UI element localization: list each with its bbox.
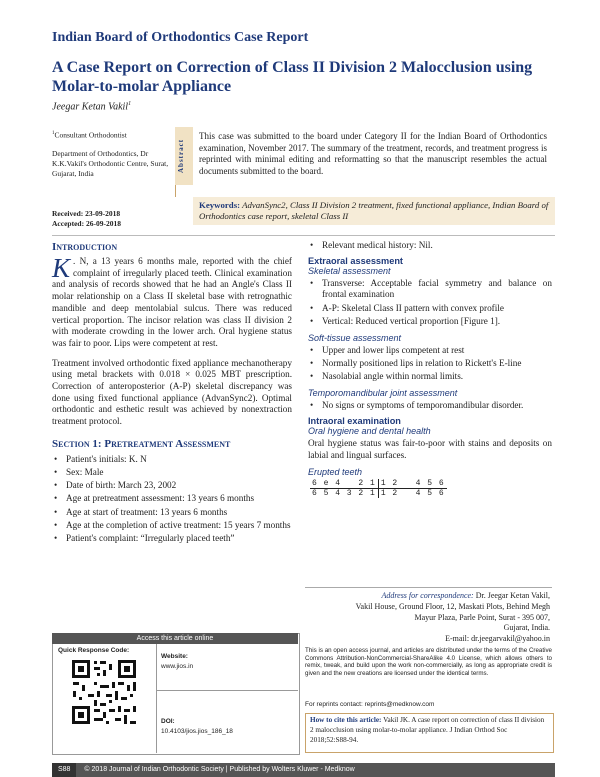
- access-divider: [156, 690, 298, 691]
- received-date: Received: 23-09-2018: [52, 209, 121, 218]
- list-item: • A-P: Skeletal Class II pattern with convex profile: [322, 303, 552, 315]
- list-item: • Nasolabial angle within normal limits.: [322, 371, 552, 383]
- section1-list: [52, 454, 292, 545]
- section1-heading: Section 1: Pretreatment Assessment: [52, 437, 231, 450]
- article-title: A Case Report on Correction of Class II Division 2 Malocclusion using Molar-to-molar Appliance: [52, 59, 533, 95]
- dates-block: [52, 209, 121, 229]
- keywords-label: Keywords:: [199, 200, 241, 210]
- correspondence: Address for correspondence: Dr. Jeegar Ketan Vakil, Vakil House, Ground Floor, 12, Maskati Plots, Behind Megh Mayur Plaza, Parle Point, Surat - 395 007, Gujarat, India. E-mail: dr.jeegarvakil@yahoo.in: [305, 591, 550, 645]
- skeletal-list: [308, 278, 552, 328]
- citation-label: How to cite this article:: [310, 716, 382, 724]
- teeth-upper-right: 1 2 4 5 6: [378, 479, 446, 489]
- skeletal-heading: Skeletal assessment: [308, 265, 391, 276]
- list-item: • Patient's complaint: “Irregularly placed teeth”: [66, 533, 292, 545]
- intro-heading: Introduction: [52, 241, 118, 253]
- access-header: Access this article online: [52, 633, 298, 644]
- history-list: [308, 240, 552, 252]
- footer-text: © 2018 Journal of Indian Orthodontic Society | Published by Wolters Kluwer - Medknow: [84, 766, 355, 773]
- abstract-text: This case was submitted to the board under Category II for the Indian Board of Orthodontics examination, November 2017. The summary of the treatment, records, and treatment progress is reprinted with minimal editing and reformatting so that the manuscript resembles the actual documents submitted to the board.: [199, 131, 547, 176]
- page-number: S88: [52, 763, 76, 777]
- doi-link[interactable]: 10.4103/jios.jios_186_18: [161, 728, 233, 735]
- journal-header: Indian Board of Orthodontics Case Report: [52, 30, 309, 45]
- access-divider: [156, 644, 157, 753]
- list-item: • Age at pretreatment assessment: 13 years 6 months: [66, 493, 292, 505]
- list-item: • Age at the completion of active treatment: 15 years 7 months: [66, 520, 292, 532]
- footer-bar: [52, 763, 555, 777]
- teeth-lower-right: 1 2 4 5 6: [380, 488, 445, 498]
- author-name: Jeegar Ketan Vakil: [52, 101, 129, 113]
- dropcap: K: [52, 253, 71, 283]
- affiliation-1: $^1$Consultant Orthodontist: [52, 130, 127, 140]
- citation-text: Vakil JK. A case report on correction of class II division 2 malocclusion using molar-to-molar appliance. J Indian Orthod Soc 2018;52:S88-94.: [310, 716, 545, 745]
- tmj-list: [308, 400, 552, 412]
- license-text: This is an open access journal, and articles are distributed under the terms of the Creative Commons Attribution-NonCommercial-ShareAlike 4.0 License, which allows others to remix, tweak, and build upon the work non-commercially, as long as appropriate credit is given and the new creations are licensed under the identical terms.: [305, 647, 552, 677]
- divider: [52, 235, 555, 236]
- teeth-lower-left: 6 5 4 3 2 1: [310, 488, 378, 498]
- list-item: • Patient's initials: K. N: [66, 454, 292, 466]
- left-column: [52, 241, 292, 546]
- qr-label: Quick Response Code:: [58, 647, 130, 654]
- list-item: • Sex: Male: [66, 467, 292, 479]
- tmj-heading: Temporomandibular joint assessment: [308, 387, 458, 398]
- list-item: • Age at start of treatment: 13 years 6 months: [66, 507, 292, 519]
- qr-code-icon[interactable]: [70, 658, 138, 726]
- abstract-label: Abstract: [177, 138, 185, 174]
- intraoral-heading: Intraoral examination: [308, 416, 401, 427]
- list-item: • Transverse: Acceptable facial symmetry and balance on frontal examination: [322, 278, 552, 301]
- list-item: • Relevant medical history: Nil.: [322, 240, 552, 252]
- accepted-date: Accepted: 26-09-2018: [52, 219, 121, 228]
- list-item: • Date of birth: March 23, 2002: [66, 480, 292, 492]
- erupted-heading: Erupted teeth: [308, 466, 363, 477]
- affiliation-2: Department of Orthodontics, Dr K.K.Vakil's Orthodontic Centre, Surat, Gujarat, India: [52, 149, 169, 178]
- reprints-text: For reprints contact: reprints@medknow.com: [305, 701, 435, 708]
- author-sup: 1: [128, 101, 132, 107]
- keywords-text: AdvanSync2, Class II Division 2 treatment, fixed functional appliance, Indian Board of Orthodontics case report, skeletal Class II: [199, 200, 549, 221]
- list-item: • Vertical: Reduced vertical proportion [Figure 1].: [322, 316, 552, 328]
- correspondence-label: Address for correspondence:: [381, 591, 474, 600]
- keywords: [199, 200, 549, 222]
- list-item: • Upper and lower lips competent at rest: [322, 345, 552, 357]
- website-label: Website:: [161, 653, 188, 660]
- website-link[interactable]: www.jios.in: [161, 663, 194, 670]
- author-line: [52, 101, 131, 112]
- correspondence-rule: [305, 587, 552, 588]
- citation: [310, 715, 548, 746]
- hygiene-text: Oral hygiene status was fair-to-poor with stains and deposits on labial and lingual surfaces.: [308, 438, 552, 461]
- hygiene-heading: Oral hygiene and dental health: [308, 426, 431, 437]
- intro-para-2: Treatment involved orthodontic fixed appliance mechanotherapy using metal brackets with 0.018 × 0.025 MBT prescription. Correction of anteroposterior (A-P) skeletal discrepancy was done using fixed functional appliance (AdvanSync2). Optimal orthodontic and esthetic result was achieved by nonextraction treatment protocol.: [52, 357, 292, 427]
- list-item: • Normally positioned lips in relation to Rickett's E-line: [322, 358, 552, 370]
- right-column: [308, 240, 552, 498]
- correspondence-email[interactable]: E-mail: dr.jeegarvakil@yahoo.in: [445, 634, 550, 644]
- soft-tissue-heading: Soft-tissue assessment: [308, 332, 402, 343]
- erupted-teeth-chart: [310, 479, 447, 498]
- teeth-upper-left: 6 e 4 2 1: [310, 479, 378, 489]
- doi-label: DOI:: [161, 718, 175, 725]
- soft-tissue-list: [308, 345, 552, 383]
- intro-para-1: K . N, a 13 years 6 months male, reported with the chief complaint of irregularly placed teeth. Clinical examination and analysis of records showed that he had an Angle's Class II molar relationship on a Class II skeletal base with retrognathic mandible and deep mentolabial sulcus. There was reduced vertical proportion. The incisor relation was class II division 2 with moderate crowding in the lower arch. Oral hygiene status was fair to poor. Lips were competent at rest.: [52, 253, 292, 348]
- extraoral-heading: Extraoral assessment: [308, 255, 403, 266]
- list-item: • No signs or symptoms of temporomandibular disorder.: [322, 400, 552, 412]
